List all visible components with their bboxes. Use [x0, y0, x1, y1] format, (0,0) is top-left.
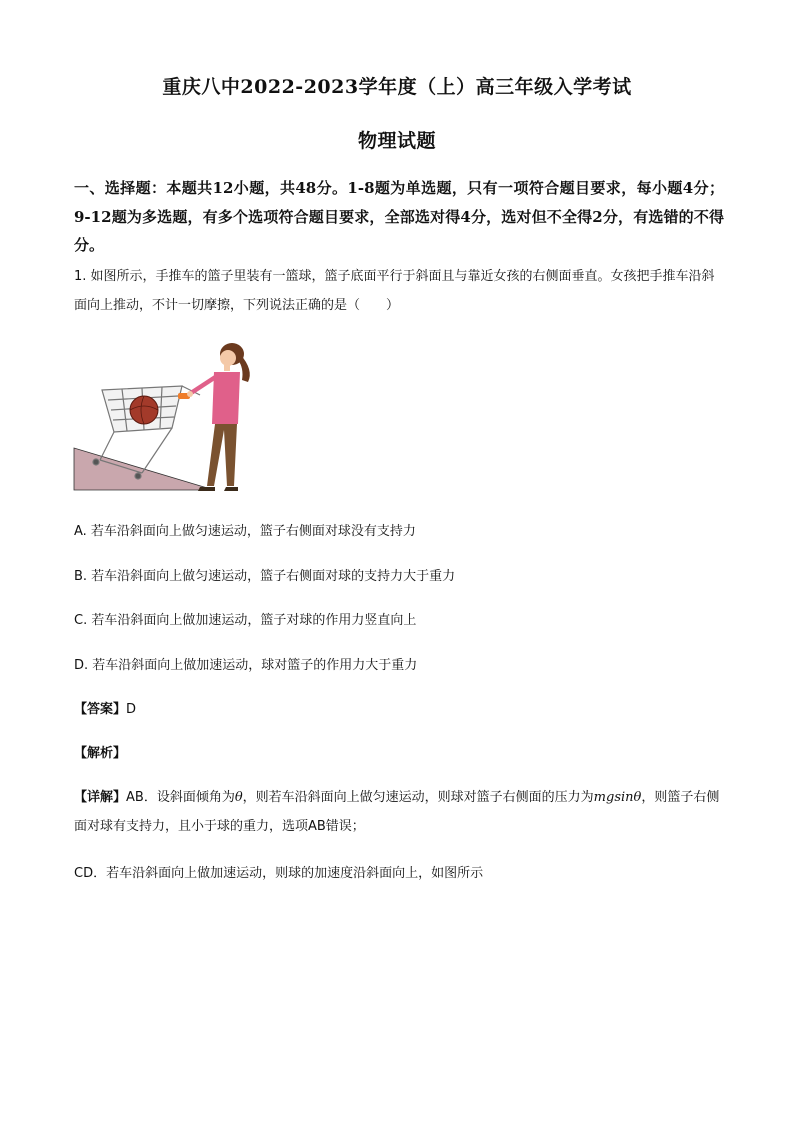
- detail-text-3: ，则篮子右侧面对球有支持力，且小于球的重力，选项AB错误；: [74, 790, 720, 834]
- formula-mgsin: mgsinθ: [593, 790, 642, 805]
- page-title: 重庆八中2022-2023学年度（上）高三年级入学考试: [162, 76, 632, 98]
- analysis-line: [74, 742, 724, 761]
- cart-on-slope-figure: [72, 340, 272, 495]
- answer-label: 【答案】: [74, 702, 127, 717]
- detail-text-2: ，则若车沿斜面向上做匀速运动，则球对篮子右侧面的压力为: [242, 790, 594, 805]
- girl-pushing-cart: [187, 343, 250, 491]
- analysis-label: 【解析】: [74, 746, 127, 761]
- option-d: D. 若车沿斜面向上做加速运动，球对篮子的作用力大于重力: [74, 658, 418, 673]
- basketball: [130, 396, 158, 424]
- detail-text-1: AB．设斜面倾角为: [126, 790, 235, 805]
- answer-line: [74, 698, 724, 717]
- detail-label: 【详解】: [74, 790, 127, 805]
- question-1-text: 1. 如图所示，手推车的篮子里装有一篮球，篮子底面平行于斜面且与靠近女孩的右侧面垂直。女孩把手推车沿斜面向上推动，不计一切摩擦，下列说法正确的是（ ）: [74, 269, 715, 313]
- detail-paragraph: [74, 783, 726, 841]
- option-a: A. 若车沿斜面向上做匀速运动，篮子右侧面对球没有支持力: [74, 524, 416, 539]
- detail-cd-line: CD．若车沿斜面向上做加速运动，则球的加速度沿斜面向上，如图所示: [74, 866, 484, 881]
- option-b: B. 若车沿斜面向上做匀速运动，篮子右侧面对球的支持力大于重力: [74, 569, 456, 584]
- answer-value: D: [126, 702, 137, 717]
- theta-symbol: θ: [234, 790, 243, 805]
- section-heading: 一、选择题：本题共12小题，共48分。1-8题为单选题，只有一项符合题目要求，每小题4分；9-12题为多选题，有多个选项符合题目要求，全部选对得4分，选对但不全得2分，有选错的不得分。: [74, 179, 724, 254]
- option-c: C. 若车沿斜面向上做加速运动，篮子对球的作用力竖直向上: [74, 613, 417, 628]
- page-subtitle: 物理试题: [357, 130, 436, 152]
